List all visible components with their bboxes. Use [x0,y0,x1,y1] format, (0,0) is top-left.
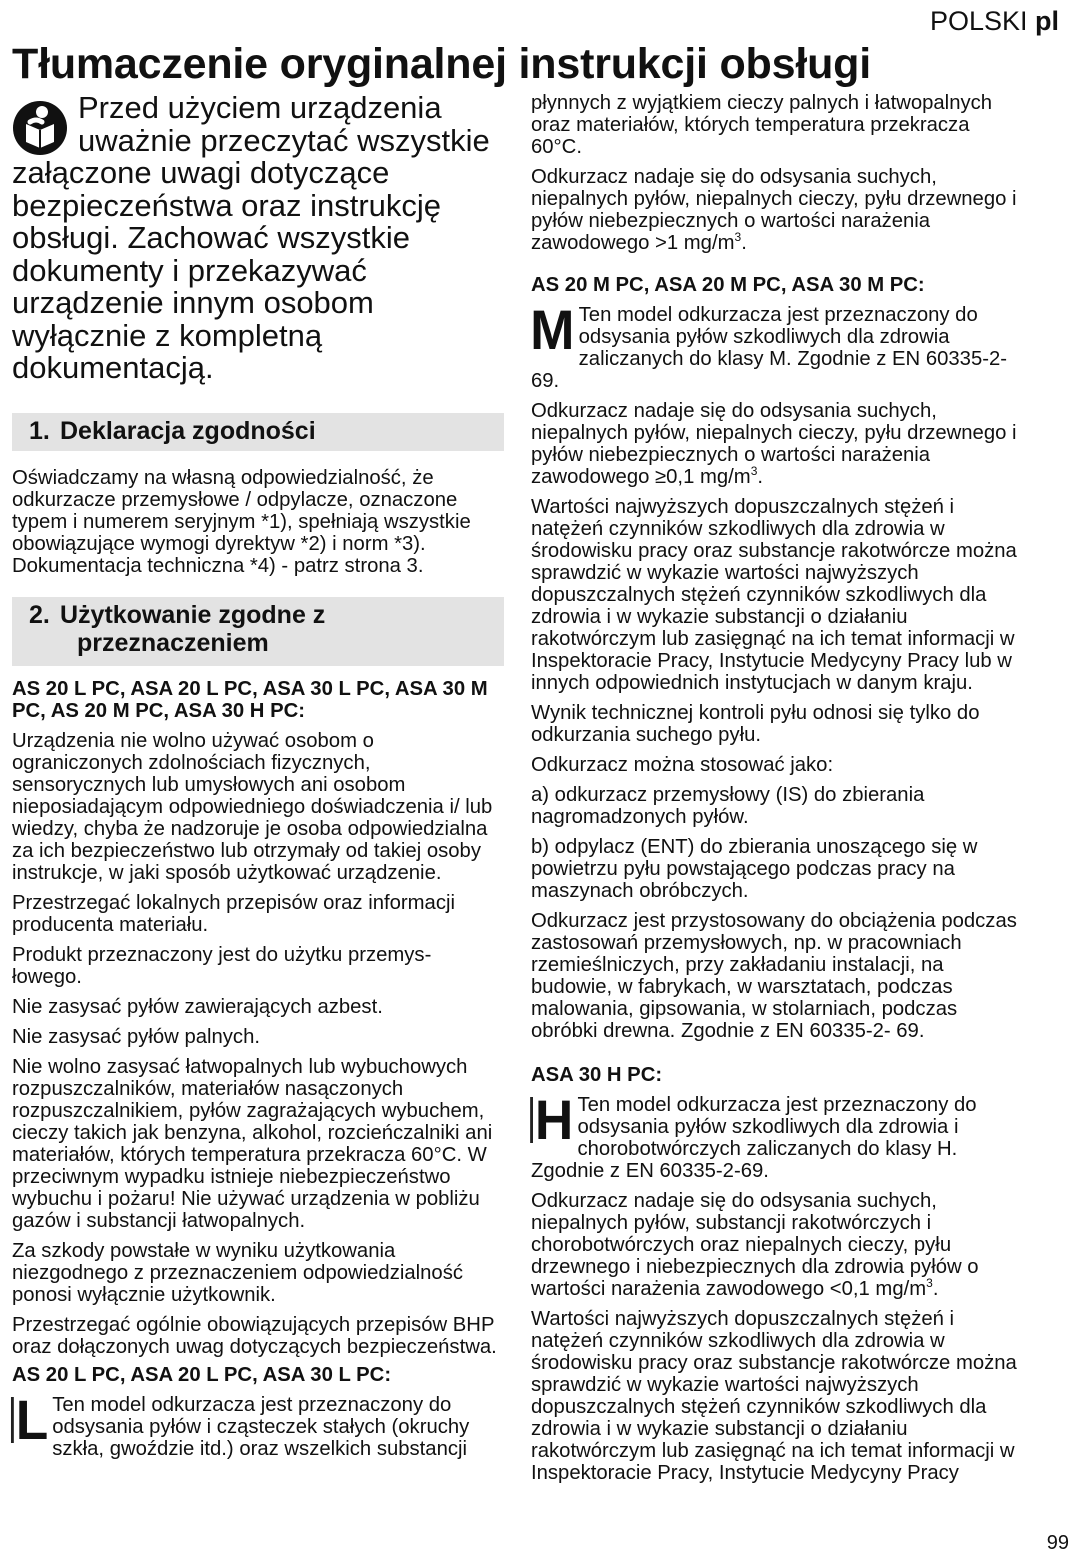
period: . [741,232,747,254]
section-2-heading [12,597,504,666]
superscript: 3 [734,230,742,245]
h-class-description: Ten model odkurzacza jest przeznaczony do odsysania pyłów szkodliwych dla zdrowia i chorobotwórczych zaliczanych do klasy H. Zgodnie z EN 60335-2-69. [531,1094,977,1182]
paragraph-4: Nie zasysać pyłów zawierających azbest. [12,995,383,1018]
usage-intro: Odkurzacz można stosować jako: [531,754,834,776]
declaration-text: Oświadczamy na własną odpowiedzialność, że odkurzacze przemysłowe / odpylacze, oznaczone typem i numerem seryjnym *1), spełniają wszystkie obowiązujące wymogi dyrektyw *2) i norm *3). Dokumentacja techniczna *4) - patrz strona 3. [12,466,471,577]
l-class-description: Ten model odkurzacza jest przeznaczony do odsysania pyłów i cząsteczek stałych (okruchy szkła, gwoździe itd.) oraz wszelkich substancji [52,1393,470,1460]
limits-text: Wartości najwyższych dopuszczalnych stężeń i natężeń czynników szkodliwych dla zdrowia w środowisku pracy oraz substancje rakotwórcze można sprawdzić w wykazie wartości najwyższych dopuszczalnych stężeń czynników szkodliwych dla zdrowia i w wykazie substancji o działaniu rakotwórczym lub zasięgnąć na ich temat informacji w Inspektoracie Pracy, Instytucie Medycyny Pracy lub w innych odpowiednich instytucjach w danym kraju. [531,496,1017,694]
usage-b: b) odpylacz (ENT) do zbierania unoszącego się w powietrzu pyłu powstającego podczas pracy na maszynach obróbczych. [531,836,978,902]
dust-test-text: Wynik technicznej kontroli pyłu odnosi się tylko do odkurzania suchego pyłu. [531,702,980,746]
section-2-title-line1: Użytkowanie zgodne z [60,600,326,629]
models-heading: AS 20 L PC, ASA 20 L PC, ASA 30 L PC, ASA 30 M PC, AS 20 M PC, ASA 30 H PC: [12,677,488,722]
paragraph-1: Urządzenia nie wolno używać osobom o ograniczonych zdolnościach fizycznych, sensorycznych lub umysłowych ani osobom nieposiadającym odpowiedniego doświadczenia i/ lub wiedzy, chyba że nadzoruje je osoba odpowiedzialna za ich bezpieczeństwo lub otrzymały od takiej osoby instrukcje, w jaki sposób użytkować urządzenie. [12,729,493,884]
l-class-continued: płynnych z wyjątkiem cieczy palnych i łatwopalnych oraz materiałów, których temperatura przekracza 60°C. [531,92,993,158]
h-class-text [531,1088,1026,1182]
paragraph-5: Nie zasysać pyłów palnych. [12,1025,260,1048]
m-class-text [530,298,1026,392]
paragraph-7: Za szkody powstałe w wyniku użytkowania niezgodnego z przeznaczeniem odpowiedzialność ponosi wyłącznie użytkownik. [12,1239,463,1306]
class-h-icon: H [530,1097,573,1143]
paragraph-3: Produkt przeznaczony jest do użytku przemys- łowego. [12,943,432,988]
h-class-heading: ASA 30 H PC: [531,1064,663,1086]
intro-text: Przed użyciem urządzenia uważnie przeczytać wszystkie załączone uwagi dotyczące bezpieczeństwa oraz instrukcję obsługi. Zachować wszystkie dokumenty i przekazywać urządzenie innym osobom wyłącznie z kompletną dokumentacją. [12,90,490,385]
m-class-heading: AS 20 M PC, ASA 20 M PC, ASA 30 M PC: [531,274,925,296]
paragraph-2: Przestrzegać lokalnych przepisów oraz informacji producenta materiału. [12,891,455,936]
left-column [12,92,504,1468]
l-class-suitable-text: Odkurzacz nadaje się do odsysania suchych, niepalnych pyłów, niepalnych cieczy, pyłu drzewnego i pyłów niebezpiecznych o wartości narażenia zawodowego >1 mg/m [531,166,1017,254]
section-1-heading [12,413,504,451]
l-class-heading: AS 20 L PC, ASA 20 L PC, ASA 30 L PC: [12,1363,392,1386]
period: . [932,1278,939,1300]
l-class-suitable [531,166,1026,254]
intro-block [12,92,504,385]
class-l-icon: L [11,1397,48,1443]
h-class-suitable [531,1190,1026,1300]
m-class-description: Ten model odkurzacza jest przeznaczony do odsysania pyłów szkodliwych dla zdrowia zaliczanych do klasy M. Zgodnie z EN 60335-2-69. [531,304,1008,392]
language-code: pl [1035,6,1059,36]
usage-a: a) odkurzacz przemysłowy (IS) do zbierania nagromadzonych pyłów. [531,784,925,828]
section-1-title: Deklaracja zgodności [60,416,316,445]
read-manual-icon [12,100,68,156]
page-title: Tłumaczenie oryginalnej instrukcji obsługi [12,40,871,88]
m-class-suitable [531,400,1026,488]
superscript: 3 [926,1276,933,1291]
paragraph-8: Przestrzegać ogólnie obowiązujących przepisów BHP oraz dołączonych uwag dotyczących bezpieczeństwa. [12,1313,497,1358]
section-2-number: 2. [29,600,50,629]
section-2-title-line2: przeznaczeniem [77,628,269,657]
superscript: 3 [750,464,758,479]
language-name: POLSKI [929,6,1028,36]
right-column [531,92,1026,1492]
class-m-icon: M [530,298,575,361]
l-class-text [12,1387,504,1460]
page-number: 99 [1046,1532,1069,1554]
m-class-suitable-text: Odkurzacz nadaje się do odsysania suchych, niepalnych pyłów, niepalnych cieczy, pyłu drzewnego i pyłów niebezpiecznych o wartości narażenia zawodowego ≥0,1 mg/m [531,400,1017,488]
section-1-number: 1. [29,416,50,445]
h-class-suitable-text: Odkurzacz nadaje się do odsysania suchych, niepalnych pyłów, substancji rakotwórczych i chorobotwórczych oraz niepalnych cieczy, pyłu drzewnego i niebezpiecznych dla zdrowia pyłów o wartości narażenia zawodowego <0,1 mg/m [531,1190,979,1300]
language-label [930,6,1059,37]
industrial-text: Odkurzacz jest przystosowany do obciążenia podczas zastosowań przemysłowych, np. w pracowniach rzemieślniczych, przy zakładaniu instalacji, na budowie, w fabrykach, w warsztatach, podczas malowania, gipsowania, w stolarniach, podczas obróbki drewna. Zgodnie z EN 60335-2- 69. [531,910,1017,1042]
period: . [757,466,764,488]
limits-text-2: Wartości najwyższych dopuszczalnych stężeń i natężeń czynników szkodliwych dla zdrowia w środowisku pracy oraz substancje rakotwórcze można sprawdzić w wykazie wartości najwyższych dopuszczalnych stężeń czynników szkodliwych dla zdrowia i w wykazie substancji o działaniu rakotwórczym lub zasięgnąć na ich temat informacji w Inspektoracie Pracy, Instytucie Medycyny Pracy [531,1308,1017,1484]
paragraph-6: Nie wolno zasysać łatwopalnych lub wybuchowych rozpuszczalników, materiałów nasączonych rozpuszczalnikiem, pyłów zagrażających wybuchem, cieczy takich jak benzyna, alkohol, rozcieńczalniki ani materiałów, których temperatura przekracza 60°C. W przeciwnym wypadku istnieje niebezpieczeństwo wybuchu i pożaru! Nie używać urządzenia w pobliżu gazów i substancji łatwopalnych. [12,1055,493,1232]
